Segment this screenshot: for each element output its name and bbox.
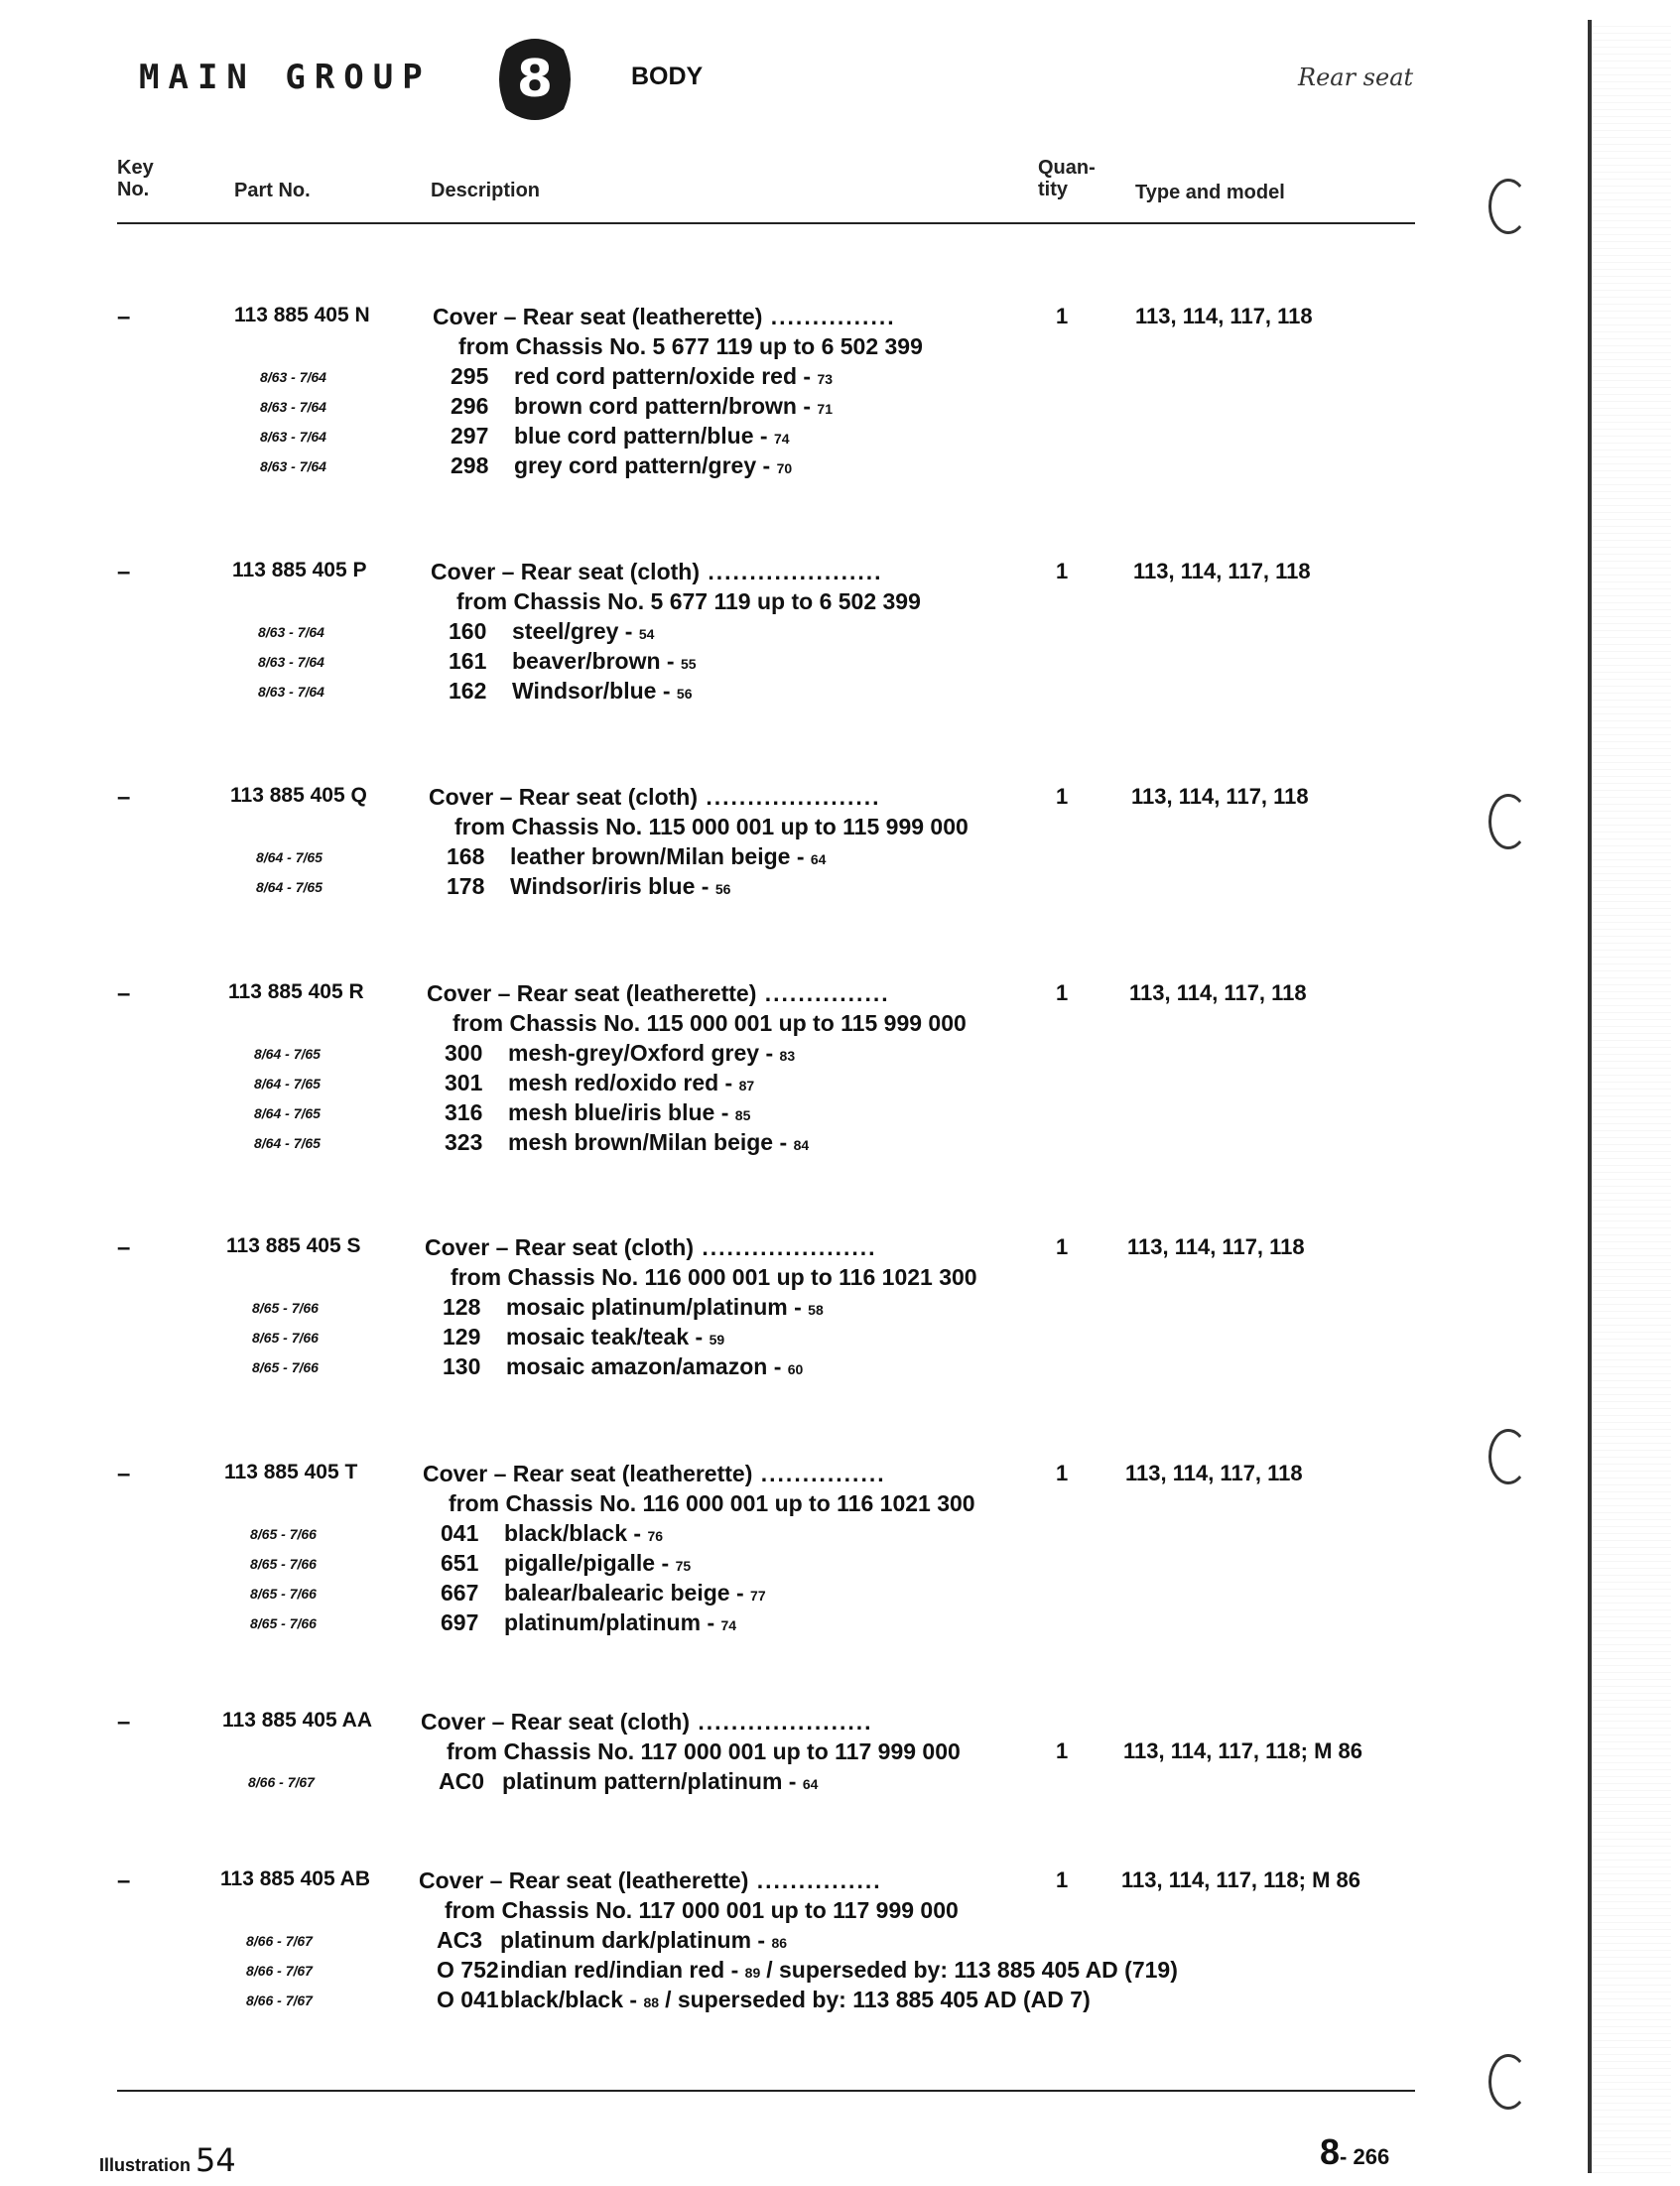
variant-name (504, 1609, 742, 1636)
ref-separator: - (618, 618, 639, 644)
variant-colour: mosaic teak/teak (506, 1324, 690, 1350)
variant-colour: pigalle/pigalle (504, 1550, 656, 1576)
variant-name (514, 393, 839, 420)
variant-name (508, 1070, 760, 1096)
subsection-title: Rear seat (1298, 64, 1414, 91)
variant-name (506, 1353, 809, 1380)
part-entry (117, 1234, 1427, 1463)
variant-name (504, 1580, 772, 1607)
quantity: 1 (1056, 1461, 1069, 1485)
ref-separator: - (787, 1294, 809, 1320)
chassis-range: from Chassis No. 117 000 001 up to 117 999 000 (445, 1897, 959, 1923)
variant-colour: platinum pattern/platinum (502, 1768, 783, 1794)
ref-separator: - (714, 1099, 735, 1125)
variant-name (502, 1768, 824, 1795)
ref-separator: - (729, 1580, 751, 1606)
chassis-range: from Chassis No. 115 000 001 up to 115 999 000 (452, 1010, 967, 1036)
type-model: 113, 114, 117, 118 (1129, 980, 1307, 1005)
variant-ref: 77 (750, 1588, 766, 1604)
part-description: Cover – Rear seat (leatherette) ............... (419, 1867, 882, 1893)
leader-dots: ............... (752, 1461, 886, 1486)
variant-name (508, 1129, 815, 1156)
variant-colour: black/black (504, 1520, 628, 1546)
variant-code: 295 (451, 363, 489, 389)
variant-ref: 76 (647, 1528, 664, 1544)
variant-date: 8/64 - 7/65 (254, 1076, 321, 1092)
variant-name (514, 423, 796, 450)
chassis-range: from Chassis No. 117 000 001 up to 117 999 000 (447, 1738, 961, 1764)
variant-date: 8/63 - 7/64 (258, 684, 324, 700)
variant-date: 8/66 - 7/67 (246, 1963, 313, 1979)
variant-colour: beaver/brown (512, 648, 661, 674)
column-header-key-no (117, 157, 154, 200)
column-header-part-no: Part No. (234, 180, 311, 201)
variant-date: 8/63 - 7/64 (260, 458, 326, 474)
variant-code: 168 (447, 843, 485, 869)
variant-code: 323 (445, 1129, 483, 1155)
part-entry (117, 304, 1427, 532)
variant-colour: mosaic amazon/amazon (506, 1353, 768, 1379)
quantity: 1 (1056, 559, 1069, 583)
variant-colour: platinum dark/platinum (500, 1927, 752, 1953)
variant-colour: mosaic platinum/platinum (506, 1294, 788, 1320)
leader-dots: ..................... (693, 1234, 877, 1260)
variant-code: 651 (441, 1550, 479, 1576)
variant-ref: 64 (810, 851, 827, 867)
key-no: – (117, 559, 131, 585)
part-description: Cover – Rear seat (leatherette) ............... (427, 980, 890, 1006)
part-number: 113 885 405 R (228, 980, 364, 1003)
variant-colour: leather brown/Milan beige (510, 843, 791, 869)
leader-dots: ..................... (689, 1709, 873, 1735)
page-number-main: 8 (1320, 2131, 1341, 2172)
ref-separator: - (695, 873, 715, 899)
key-no: – (117, 1709, 131, 1736)
variant-name (504, 1520, 669, 1547)
quantity: 1 (1056, 1234, 1069, 1259)
variant-colour: platinum/platinum (504, 1609, 702, 1635)
quantity-line1: Quan- (1038, 157, 1096, 179)
variant-date: 8/63 - 7/64 (258, 624, 324, 640)
variant-colour: red cord pattern/oxide red (514, 363, 798, 389)
column-header-quantity (1038, 157, 1096, 200)
variant-code: 160 (449, 618, 487, 644)
variant-ref: 70 (776, 460, 793, 476)
variant-code: 162 (449, 678, 487, 704)
ref-separator: - (753, 423, 774, 449)
variant-ref: 86 (771, 1935, 788, 1951)
variant-ref: 74 (773, 431, 790, 447)
variant-colour: mesh-grey/Oxford grey (508, 1040, 760, 1066)
leader-dots: ............... (748, 1867, 882, 1893)
variant-ref: 85 (734, 1107, 751, 1123)
variant-ref: 59 (709, 1332, 725, 1348)
variant-note: / superseded by: 113 885 405 AD (719) (766, 1957, 1178, 1983)
part-number: 113 885 405 AB (220, 1867, 371, 1890)
chassis-range: from Chassis No. 115 000 001 up to 115 999 000 (454, 814, 969, 839)
variant-name (514, 363, 839, 390)
group-number: 8 (516, 50, 554, 109)
leader-dots: ............... (756, 980, 890, 1006)
quantity: 1 (1056, 1738, 1069, 1763)
variant-colour: indian red/indian red (500, 1957, 725, 1983)
quantity-line2: tity (1038, 179, 1068, 200)
chassis-range: from Chassis No. 5 677 119 up to 6 502 399 (456, 588, 921, 614)
variant-date: 8/64 - 7/65 (254, 1105, 321, 1121)
main-group-label: MAIN GROUP (139, 58, 432, 97)
section-title: BODY (631, 63, 704, 90)
ref-separator: - (655, 1550, 676, 1576)
variant-date: 8/65 - 7/66 (250, 1526, 317, 1542)
quantity: 1 (1056, 784, 1069, 809)
variant-date: 8/64 - 7/65 (256, 849, 323, 865)
variant-name (514, 452, 798, 479)
variant-ref: 84 (793, 1137, 810, 1153)
key-no: – (117, 1461, 131, 1487)
ref-separator: - (701, 1609, 721, 1635)
ref-separator: - (796, 393, 818, 419)
leader-dots: ............... (762, 304, 896, 329)
key-no: – (117, 1867, 131, 1894)
variant-date: 8/65 - 7/66 (250, 1556, 317, 1572)
punch-hole-2 (1488, 794, 1528, 849)
leader-dots: ..................... (697, 784, 881, 810)
footer-rule (117, 2090, 1415, 2092)
ref-separator: - (767, 1353, 788, 1379)
variant-name (506, 1324, 730, 1350)
key-no: – (117, 784, 131, 811)
ref-separator: - (759, 1040, 780, 1066)
variant-ref: 60 (787, 1361, 804, 1377)
part-number: 113 885 405 AA (222, 1709, 373, 1732)
variant-code: 301 (445, 1070, 483, 1095)
variant-name (506, 1294, 830, 1321)
variant-date: 8/64 - 7/65 (254, 1046, 321, 1062)
binder-line (1588, 20, 1592, 2173)
variant-code: AC0 (439, 1768, 485, 1794)
key-no-line2: No. (117, 179, 150, 200)
variant-date: 8/66 - 7/67 (246, 1933, 313, 1949)
variant-colour: brown cord pattern/brown (514, 393, 797, 419)
variant-colour: mesh red/oxido red (508, 1070, 719, 1095)
variant-date: 8/63 - 7/64 (260, 399, 326, 415)
variant-code: 296 (451, 393, 489, 419)
variant-colour: blue cord pattern/blue (514, 423, 754, 449)
variant-ref: 64 (802, 1776, 819, 1792)
variant-ref: 56 (714, 881, 731, 897)
ref-separator: - (756, 452, 777, 478)
variant-code: 130 (443, 1353, 481, 1379)
key-no-line1: Key (117, 157, 154, 179)
variant-code: 667 (441, 1580, 479, 1606)
quantity: 1 (1056, 980, 1069, 1005)
variant-date: 8/66 - 7/67 (246, 1993, 313, 2008)
variant-colour: Windsor/iris blue (510, 873, 696, 899)
variant-date: 8/65 - 7/66 (252, 1300, 319, 1316)
variant-colour: steel/grey (512, 618, 619, 644)
type-model: 113, 114, 117, 118 (1125, 1461, 1303, 1485)
variant-colour: balear/balearic beige (504, 1580, 730, 1606)
type-model: 113, 114, 117, 118; M 86 (1123, 1738, 1362, 1763)
variant-ref: 87 (738, 1078, 755, 1093)
variant-code: O 041 (437, 1987, 499, 2012)
ref-separator: - (689, 1324, 710, 1350)
variant-name (508, 1040, 801, 1067)
variant-note: / superseded by: 113 885 405 AD (AD 7) (665, 1987, 1091, 2012)
variant-code: 041 (441, 1520, 479, 1546)
key-no: – (117, 980, 131, 1007)
variant-colour: mesh blue/iris blue (508, 1099, 715, 1125)
ref-separator: - (797, 363, 818, 389)
variant-name (508, 1099, 756, 1126)
variant-name (512, 678, 699, 705)
variant-ref: 88 (643, 1994, 660, 2010)
illustration-number: 54 (195, 2141, 236, 2179)
ref-separator: - (751, 1927, 772, 1953)
variant-date: 8/65 - 7/66 (250, 1586, 317, 1602)
variant-ref: 55 (681, 656, 697, 672)
variant-ref: 56 (676, 686, 693, 702)
ref-separator: - (660, 648, 681, 674)
part-number: 113 885 405 T (224, 1461, 358, 1483)
variant-code: O 752 (437, 1957, 499, 1983)
illustration-ref (99, 2141, 236, 2179)
part-description: Cover – Rear seat (cloth) ..................... (429, 784, 881, 810)
ref-separator: - (773, 1129, 794, 1155)
type-model: 113, 114, 117, 118 (1133, 559, 1311, 583)
ref-separator: - (790, 843, 811, 869)
variant-ref: 74 (720, 1617, 737, 1633)
variant-code: 178 (447, 873, 485, 899)
variant-code: 128 (443, 1294, 481, 1320)
ref-separator: - (718, 1070, 739, 1095)
part-description: Cover – Rear seat (cloth) ..................... (425, 1234, 877, 1260)
variant-ref: 58 (808, 1302, 824, 1318)
header-rule (117, 222, 1415, 224)
quantity: 1 (1056, 304, 1069, 328)
variant-date: 8/66 - 7/67 (248, 1774, 315, 1790)
punch-hole-3 (1488, 1429, 1528, 1484)
part-description: Cover – Rear seat (leatherette) ............... (433, 304, 896, 329)
variant-name (512, 618, 660, 645)
part-entry (117, 1867, 1427, 2096)
illustration-label: Illustration (99, 2155, 192, 2175)
variant-ref: 83 (779, 1048, 796, 1064)
ref-separator: - (627, 1520, 648, 1546)
variant-colour: Windsor/blue (512, 678, 657, 704)
ref-separator: - (623, 1987, 644, 2012)
punch-hole-1 (1488, 179, 1528, 234)
variant-code: 161 (449, 648, 487, 674)
part-entry (117, 559, 1427, 787)
key-no: – (117, 1234, 131, 1261)
variant-date: 8/65 - 7/66 (250, 1615, 317, 1631)
variant-date: 8/63 - 7/64 (258, 654, 324, 670)
variant-name (510, 873, 736, 900)
variant-colour: mesh brown/Milan beige (508, 1129, 774, 1155)
variant-ref: 89 (744, 1965, 761, 1981)
page-number (1320, 2131, 1389, 2173)
variant-code: 300 (445, 1040, 483, 1066)
ref-separator: - (724, 1957, 745, 1983)
variant-colour: grey cord pattern/grey (514, 452, 757, 478)
variant-name (510, 843, 832, 870)
part-entry (117, 1461, 1427, 1689)
variant-date: 8/63 - 7/64 (260, 429, 326, 445)
variant-code: 316 (445, 1099, 483, 1125)
part-description: Cover – Rear seat (leatherette) ............... (423, 1461, 886, 1486)
type-model: 113, 114, 117, 118 (1135, 304, 1313, 328)
variant-date: 8/65 - 7/66 (252, 1359, 319, 1375)
chassis-range: from Chassis No. 116 000 001 up to 116 1021 300 (449, 1490, 975, 1516)
chassis-range: from Chassis No. 116 000 001 up to 116 1021 300 (451, 1264, 977, 1290)
variant-name (504, 1550, 697, 1577)
ref-separator: - (656, 678, 677, 704)
part-number: 113 885 405 S (226, 1234, 361, 1257)
variant-date: 8/64 - 7/65 (256, 879, 323, 895)
part-entry (117, 784, 1427, 1012)
column-header-description: Description (431, 180, 541, 201)
column-header-type-model: Type and model (1135, 182, 1285, 203)
variant-ref: 54 (638, 626, 655, 642)
variant-name (512, 648, 703, 675)
page-number-sub: - 266 (1340, 2144, 1390, 2169)
variant-date: 8/64 - 7/65 (254, 1135, 321, 1151)
variant-date: 8/65 - 7/66 (252, 1330, 319, 1346)
variant-code: AC3 (437, 1927, 483, 1953)
part-number: 113 885 405 N (234, 304, 370, 326)
part-description: Cover – Rear seat (cloth) ..................... (421, 1709, 873, 1735)
quantity: 1 (1056, 1867, 1069, 1892)
variant-code: 298 (451, 452, 489, 478)
chassis-range: from Chassis No. 5 677 119 up to 6 502 399 (458, 333, 923, 359)
variant-ref: 73 (817, 371, 834, 387)
variant-colour: black/black (500, 1987, 624, 2012)
type-model: 113, 114, 117, 118; M 86 (1121, 1867, 1360, 1892)
part-number: 113 885 405 P (232, 559, 367, 581)
punch-hole-4 (1488, 2054, 1528, 2110)
part-entry (117, 980, 1427, 1209)
leader-dots: ..................... (699, 559, 883, 584)
variant-date: 8/63 - 7/64 (260, 369, 326, 385)
variant-code: 697 (441, 1609, 479, 1635)
binder-edge (1592, 20, 1671, 2173)
key-no: – (117, 304, 131, 330)
part-description: Cover – Rear seat (cloth) ..................... (431, 559, 883, 584)
group-number-badge (496, 32, 574, 127)
part-number: 113 885 405 Q (230, 784, 367, 807)
variant-ref: 75 (675, 1558, 692, 1574)
variant-name (500, 1987, 1091, 2013)
ref-separator: - (782, 1768, 803, 1794)
type-model: 113, 114, 117, 118 (1131, 784, 1309, 809)
type-model: 113, 114, 117, 118 (1127, 1234, 1305, 1259)
variant-name (500, 1927, 793, 1954)
variant-code: 297 (451, 423, 489, 449)
variant-code: 129 (443, 1324, 481, 1350)
variant-ref: 71 (817, 401, 833, 417)
variant-name (500, 1957, 1178, 1984)
